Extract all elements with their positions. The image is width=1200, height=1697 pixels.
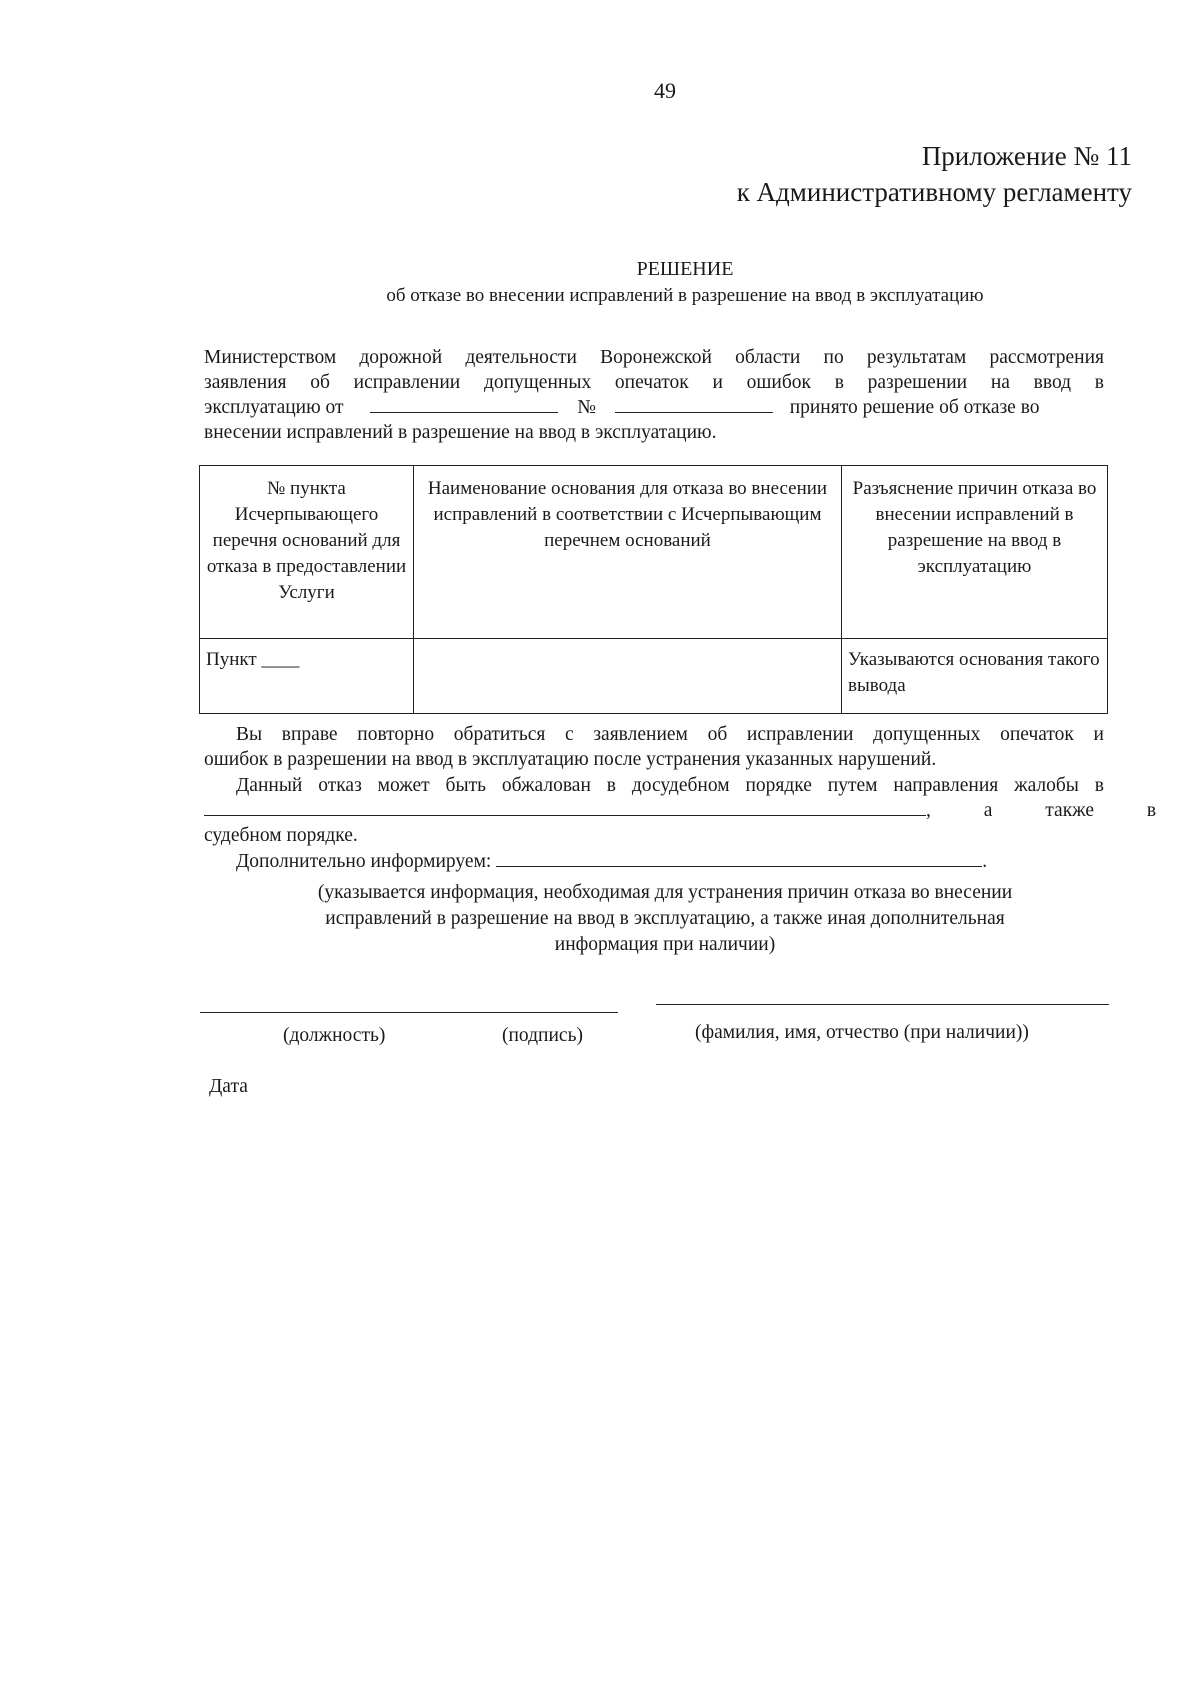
page-number: 49	[654, 78, 676, 103]
appeal-line-2-end: , а также в	[926, 800, 1157, 821]
number-blank	[615, 396, 773, 413]
signature-sign-label: (подпись)	[502, 1025, 583, 1046]
header-explanation: Разъяснение причин отказа во внесении исправлений в разрешение на ввод в эксплуатацию	[842, 466, 1108, 639]
appeal-line-3: судебном порядке.	[204, 825, 358, 846]
refusal-reasons-table	[199, 465, 1108, 714]
additional-info-paragraph	[204, 849, 1104, 874]
intro-decision-text: принято решение об отказе во	[789, 397, 1040, 418]
cell-item-number: Пункт ____	[200, 639, 414, 714]
signature-line-right	[656, 1004, 1109, 1005]
appeal-paragraph	[204, 773, 1157, 848]
intro-line-4: внесении исправлений в разрешение на ввод в эксплуатацию.	[204, 422, 717, 443]
signature-position-label: (должность)	[283, 1025, 386, 1046]
intro-line-3	[204, 395, 1104, 420]
note-line-3: информация при наличии)	[554, 934, 776, 955]
document-title: РЕШЕНИЕ	[636, 258, 734, 280]
signature-line-left	[200, 1012, 618, 1013]
header-reason-name: Наименование основания для отказа во внесении исправлений в соответствии с Исчерпывающим перечнем оснований	[414, 466, 842, 639]
note-line-2: исправлений в разрешение на ввод в эксплуатацию, а также иная дополнительная	[325, 908, 1005, 929]
table-header-row	[200, 466, 1108, 639]
appeal-body-blank	[204, 799, 926, 816]
intro-line-2: заявления об исправлении допущенных опечаток и ошибок в разрешении на ввод в	[204, 372, 1104, 393]
additional-info-blank	[496, 850, 982, 867]
appendix-header	[737, 138, 1132, 210]
header-item-number: № пункта Исчерпывающего перечня оснований для отказа в предоставлении Услуги	[200, 466, 414, 639]
additional-info-line	[204, 849, 1104, 874]
intro-paragraph	[204, 345, 1104, 445]
date-label: Дата	[209, 1076, 248, 1097]
cell-reason-name	[414, 639, 842, 714]
document-subtitle: об отказе во внесении исправлений в разрешение на ввод в эксплуатацию	[386, 285, 984, 306]
table-row	[200, 639, 1108, 714]
reapply-line-2: ошибок в разрешении на ввод в эксплуатацию после устранения указанных нарушений.	[204, 749, 937, 770]
intro-number-sign: №	[577, 397, 596, 418]
signature-name-label: (фамилия, имя, отчество (при наличии))	[695, 1022, 1029, 1043]
reapply-paragraph	[204, 722, 1104, 772]
appeal-line-1: Данный отказ может быть обжалован в досудебном порядке путем направления жалобы в	[236, 775, 1104, 796]
date-blank	[370, 396, 558, 413]
appendix-reference: к Административному регламенту	[736, 177, 1132, 207]
intro-line-1: Министерством дорожной деятельности Воронежской области по результатам рассмотрения	[204, 347, 1104, 368]
appendix-number: Приложение № 11	[921, 141, 1132, 171]
reapply-line-1: Вы вправе повторно обратиться с заявлением об исправлении допущенных опечаток и	[236, 724, 1104, 745]
appeal-line-2	[204, 798, 1157, 823]
additional-info-note	[250, 880, 1080, 958]
note-line-1: (указывается информация, необходимая для устранения причин отказа во внесении	[317, 882, 1013, 903]
additional-info-end: .	[982, 851, 988, 872]
cell-explanation: Указываются основания такого вывода	[842, 639, 1108, 714]
intro-date-label: эксплуатацию от	[204, 397, 344, 418]
additional-info-label: Дополнительно информируем:	[236, 851, 492, 872]
